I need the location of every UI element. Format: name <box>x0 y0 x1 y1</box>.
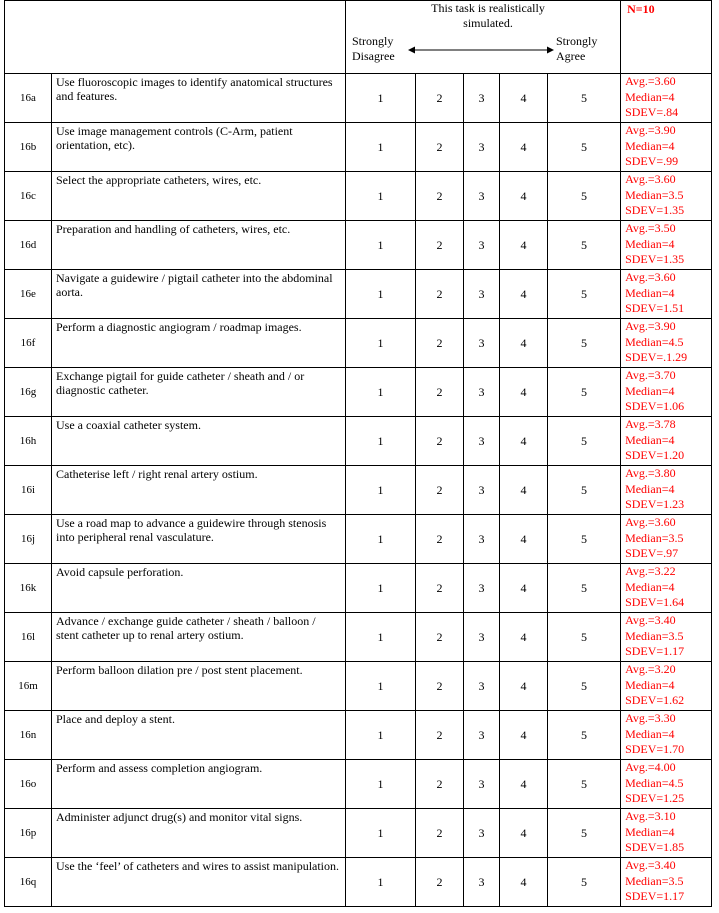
scale-option-2: 2 <box>416 711 464 760</box>
scale-option-5: 5 <box>548 613 621 662</box>
scale-option-5: 5 <box>548 466 621 515</box>
scale-option-2: 2 <box>416 662 464 711</box>
stat-sdev: SDEV=1.17 <box>625 644 685 659</box>
stat-median: Median=4.5 <box>625 334 684 349</box>
scale-option-4: 4 <box>500 662 548 711</box>
item-id: 16m <box>5 662 52 711</box>
scale-option-5: 5 <box>548 662 621 711</box>
scale-option-2: 2 <box>416 613 464 662</box>
statistics-cell <box>621 711 712 760</box>
stat-median: Median=4 <box>625 432 675 447</box>
task-description: Select the appropriate catheters, wires, etc. <box>52 172 346 221</box>
task-description: Use the ‘feel’ of catheters and wires to assist manipulation. <box>52 858 346 907</box>
item-id: 16k <box>5 564 52 613</box>
stat-sdev: SDEV=1.64 <box>625 595 685 610</box>
scale-option-5: 5 <box>548 172 621 221</box>
header-scale-cell <box>346 1 621 74</box>
stat-avg: Avg.=3.78 <box>625 417 676 431</box>
stat-median: Median=4 <box>625 579 675 594</box>
table-row <box>5 711 712 760</box>
statistics-cell <box>621 270 712 319</box>
scale-option-2: 2 <box>416 123 464 172</box>
statistics-cell <box>621 858 712 907</box>
stat-sdev: SDEV=1.20 <box>625 448 685 463</box>
stat-median: Median=4 <box>625 138 675 153</box>
scale-option-4: 4 <box>500 613 548 662</box>
stat-sdev: SDEV=1.51 <box>625 301 685 316</box>
item-id: 16f <box>5 319 52 368</box>
double-arrow-icon <box>408 46 554 54</box>
scale-option-5: 5 <box>548 809 621 858</box>
scale-option-3: 3 <box>464 564 500 613</box>
scale-option-2: 2 <box>416 74 464 123</box>
scale-option-4: 4 <box>500 417 548 466</box>
scale-option-3: 3 <box>464 172 500 221</box>
item-id: 16n <box>5 711 52 760</box>
scale-option-1: 1 <box>346 221 416 270</box>
scale-option-1: 1 <box>346 564 416 613</box>
stat-median: Median=4 <box>625 236 675 251</box>
scale-option-5: 5 <box>548 368 621 417</box>
statistics-cell <box>621 809 712 858</box>
statistics-cell <box>621 417 712 466</box>
stat-median: Median=3.5 <box>625 873 684 888</box>
scale-option-3: 3 <box>464 809 500 858</box>
task-description: Avoid capsule perforation. <box>52 564 346 613</box>
scale-option-1: 1 <box>346 123 416 172</box>
scale-option-5: 5 <box>548 221 621 270</box>
item-id: 16g <box>5 368 52 417</box>
strongly-disagree-label: Strongly Disagree <box>352 34 395 63</box>
scale-option-4: 4 <box>500 368 548 417</box>
scale-option-3: 3 <box>464 760 500 809</box>
stat-avg: Avg.=3.22 <box>625 564 676 578</box>
statistics-cell <box>621 564 712 613</box>
item-id: 16d <box>5 221 52 270</box>
scale-option-3: 3 <box>464 466 500 515</box>
header-row <box>5 1 712 74</box>
stat-median: Median=3.5 <box>625 187 684 202</box>
table-row <box>5 74 712 123</box>
stat-avg: Avg.=3.60 <box>625 172 676 186</box>
stat-avg: Avg.=3.50 <box>625 221 676 235</box>
scale-option-3: 3 <box>464 221 500 270</box>
task-description: Administer adjunct drug(s) and monitor vital signs. <box>52 809 346 858</box>
scale-option-1: 1 <box>346 74 416 123</box>
scale-option-4: 4 <box>500 515 548 564</box>
scale-option-5: 5 <box>548 319 621 368</box>
stat-sdev: SDEV=1.70 <box>625 742 685 757</box>
scale-option-1: 1 <box>346 515 416 564</box>
scale-option-1: 1 <box>346 466 416 515</box>
scale-option-2: 2 <box>416 564 464 613</box>
scale-option-4: 4 <box>500 172 548 221</box>
scale-option-2: 2 <box>416 809 464 858</box>
scale-option-1: 1 <box>346 858 416 907</box>
header-blank-cell <box>5 1 346 74</box>
stat-sdev: SDEV=.1.29 <box>625 350 688 365</box>
scale-option-3: 3 <box>464 368 500 417</box>
stat-sdev: SDEV=1.25 <box>625 791 685 806</box>
stat-sdev: SDEV=1.06 <box>625 399 685 414</box>
survey-table-body <box>5 1 712 907</box>
stat-avg: Avg.=3.80 <box>625 466 676 480</box>
stat-median: Median=4.5 <box>625 775 684 790</box>
stat-sdev: SDEV=1.62 <box>625 693 685 708</box>
scale-option-1: 1 <box>346 172 416 221</box>
statistics-cell <box>621 123 712 172</box>
stat-sdev: SDEV=.99 <box>625 154 679 169</box>
scale-option-5: 5 <box>548 858 621 907</box>
scale-option-3: 3 <box>464 662 500 711</box>
scale-option-4: 4 <box>500 760 548 809</box>
task-description: Perform and assess completion angiogram. <box>52 760 346 809</box>
item-id: 16e <box>5 270 52 319</box>
item-id: 16j <box>5 515 52 564</box>
scale-option-4: 4 <box>500 319 548 368</box>
scale-option-1: 1 <box>346 613 416 662</box>
statistics-cell <box>621 515 712 564</box>
scale-option-2: 2 <box>416 858 464 907</box>
task-description: Use a road map to advance a guidewire through stenosis into peripheral renal vasculature. <box>52 515 346 564</box>
survey-table <box>4 0 712 907</box>
statistics-cell <box>621 466 712 515</box>
item-id: 16o <box>5 760 52 809</box>
scale-option-4: 4 <box>500 74 548 123</box>
stat-median: Median=4 <box>625 383 675 398</box>
stat-avg: Avg.=3.90 <box>625 319 676 333</box>
item-id: 16h <box>5 417 52 466</box>
task-description: Preparation and handling of catheters, wires, etc. <box>52 221 346 270</box>
scale-option-1: 1 <box>346 809 416 858</box>
scale-option-2: 2 <box>416 417 464 466</box>
statistics-cell <box>621 319 712 368</box>
scale-option-4: 4 <box>500 564 548 613</box>
task-description: Use image management controls (C-Arm, patient orientation, etc). <box>52 123 346 172</box>
scale-option-4: 4 <box>500 711 548 760</box>
scale-option-3: 3 <box>464 858 500 907</box>
stat-median: Median=4 <box>625 677 675 692</box>
scale-option-4: 4 <box>500 221 548 270</box>
table-row <box>5 466 712 515</box>
stat-median: Median=4 <box>625 824 675 839</box>
stat-sdev: SDEV=1.17 <box>625 889 685 904</box>
scale-option-3: 3 <box>464 515 500 564</box>
table-row <box>5 319 712 368</box>
scale-option-5: 5 <box>548 760 621 809</box>
scale-option-3: 3 <box>464 270 500 319</box>
scale-option-4: 4 <box>500 270 548 319</box>
stat-avg: Avg.=3.90 <box>625 123 676 137</box>
stat-median: Median=4 <box>625 285 675 300</box>
table-row <box>5 172 712 221</box>
survey-table-container <box>4 0 712 907</box>
statistics-cell <box>621 221 712 270</box>
stat-avg: Avg.=3.40 <box>625 858 676 872</box>
task-description: Place and deploy a stent. <box>52 711 346 760</box>
statistics-cell <box>621 74 712 123</box>
table-row <box>5 760 712 809</box>
item-id: 16q <box>5 858 52 907</box>
stat-sdev: SDEV=1.23 <box>625 497 685 512</box>
task-description: Catheterise left / right renal artery ostium. <box>52 466 346 515</box>
table-row <box>5 564 712 613</box>
task-description: Perform balloon dilation pre / post stent placement. <box>52 662 346 711</box>
statistics-cell <box>621 613 712 662</box>
statistics-cell <box>621 172 712 221</box>
table-row <box>5 662 712 711</box>
scale-option-5: 5 <box>548 711 621 760</box>
table-row <box>5 270 712 319</box>
task-description: Use fluoroscopic images to identify anatomical structures and features. <box>52 74 346 123</box>
scale-option-2: 2 <box>416 368 464 417</box>
statistics-cell <box>621 760 712 809</box>
table-row <box>5 368 712 417</box>
stat-sdev: SDEV=1.35 <box>625 203 685 218</box>
stat-avg: Avg.=3.20 <box>625 662 676 676</box>
scale-option-1: 1 <box>346 368 416 417</box>
scale-option-4: 4 <box>500 466 548 515</box>
scale-option-1: 1 <box>346 662 416 711</box>
task-description: Use a coaxial catheter system. <box>52 417 346 466</box>
stat-sdev: SDEV=.97 <box>625 546 679 561</box>
table-row <box>5 417 712 466</box>
scale-option-3: 3 <box>464 74 500 123</box>
scale-option-5: 5 <box>548 417 621 466</box>
stat-median: Median=4 <box>625 481 675 496</box>
stat-avg: Avg.=3.40 <box>625 613 676 627</box>
stat-avg: Avg.=3.60 <box>625 74 676 88</box>
stat-median: Median=4 <box>625 726 675 741</box>
item-id: 16l <box>5 613 52 662</box>
scale-option-4: 4 <box>500 123 548 172</box>
scale-option-3: 3 <box>464 319 500 368</box>
scale-option-3: 3 <box>464 711 500 760</box>
scale-option-2: 2 <box>416 270 464 319</box>
table-row <box>5 858 712 907</box>
scale-title: This task is realistically simulated. <box>431 1 545 30</box>
scale-option-2: 2 <box>416 760 464 809</box>
scale-option-2: 2 <box>416 221 464 270</box>
scale-option-2: 2 <box>416 172 464 221</box>
item-id: 16a <box>5 74 52 123</box>
scale-option-5: 5 <box>548 74 621 123</box>
item-id: 16p <box>5 809 52 858</box>
scale-option-4: 4 <box>500 858 548 907</box>
stat-median: Median=4 <box>625 89 675 104</box>
scale-option-5: 5 <box>548 270 621 319</box>
table-row <box>5 515 712 564</box>
stat-sdev: SDEV=1.85 <box>625 840 685 855</box>
table-row <box>5 221 712 270</box>
task-description: Exchange pigtail for guide catheter / sheath and / or diagnostic catheter. <box>52 368 346 417</box>
item-id: 16i <box>5 466 52 515</box>
scale-option-5: 5 <box>548 123 621 172</box>
stat-median: Median=3.5 <box>625 628 684 643</box>
table-row <box>5 123 712 172</box>
scale-option-4: 4 <box>500 809 548 858</box>
scale-option-5: 5 <box>548 564 621 613</box>
sample-size-label: N=10 <box>621 1 712 74</box>
stat-avg: Avg.=3.30 <box>625 711 676 725</box>
item-id: 16c <box>5 172 52 221</box>
scale-option-1: 1 <box>346 270 416 319</box>
strongly-agree-label: Strongly Agree <box>556 34 598 63</box>
statistics-cell <box>621 662 712 711</box>
scale-option-2: 2 <box>416 466 464 515</box>
stat-avg: Avg.=4.00 <box>625 760 676 774</box>
stat-avg: Avg.=3.10 <box>625 809 676 823</box>
statistics-cell <box>621 368 712 417</box>
scale-option-3: 3 <box>464 123 500 172</box>
table-row <box>5 809 712 858</box>
scale-option-5: 5 <box>548 515 621 564</box>
task-description: Navigate a guidewire / pigtail catheter into the abdominal aorta. <box>52 270 346 319</box>
scale-option-1: 1 <box>346 711 416 760</box>
stat-median: Median=3.5 <box>625 530 684 545</box>
scale-option-3: 3 <box>464 417 500 466</box>
scale-option-1: 1 <box>346 319 416 368</box>
scale-option-2: 2 <box>416 319 464 368</box>
scale-option-1: 1 <box>346 760 416 809</box>
task-description: Perform a diagnostic angiogram / roadmap images. <box>52 319 346 368</box>
stat-avg: Avg.=3.60 <box>625 270 676 284</box>
scale-option-3: 3 <box>464 613 500 662</box>
task-description: Advance / exchange guide catheter / sheath / balloon / stent catheter up to renal artery ostium. <box>52 613 346 662</box>
stat-sdev: SDEV=.84 <box>625 105 679 120</box>
scale-option-2: 2 <box>416 515 464 564</box>
table-row <box>5 613 712 662</box>
stat-avg: Avg.=3.60 <box>625 515 676 529</box>
scale-option-1: 1 <box>346 417 416 466</box>
stat-avg: Avg.=3.70 <box>625 368 676 382</box>
stat-sdev: SDEV=1.35 <box>625 252 685 267</box>
item-id: 16b <box>5 123 52 172</box>
